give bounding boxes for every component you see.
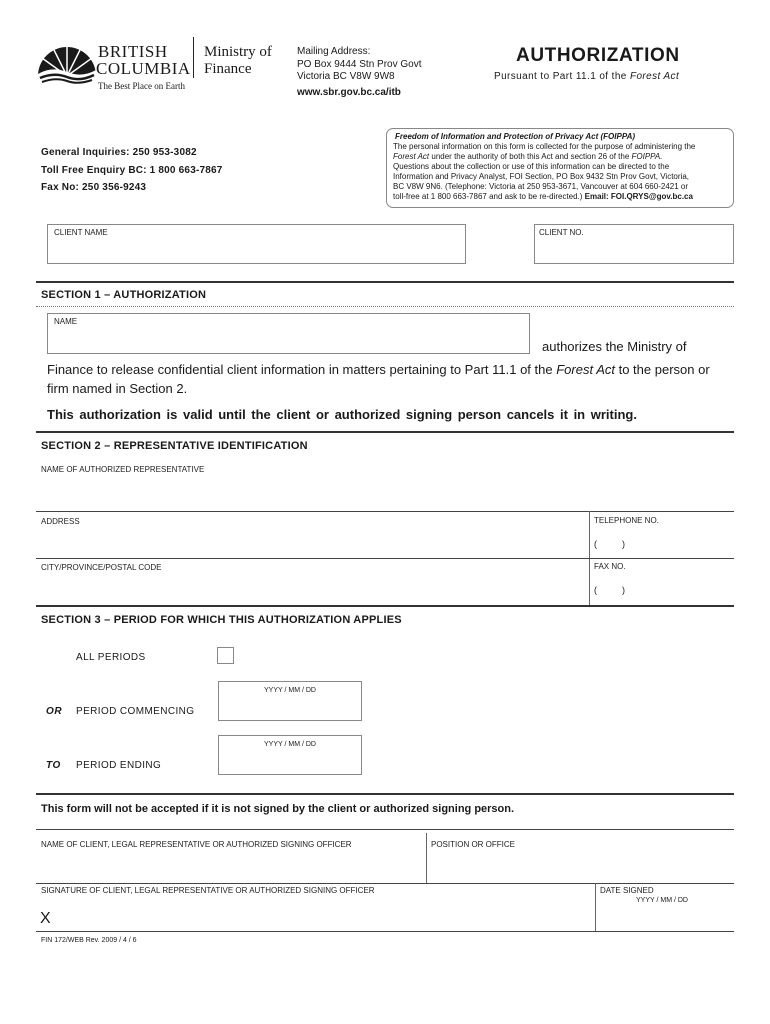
authorization-line2 xyxy=(47,362,710,377)
mailing-label: Mailing Address: xyxy=(297,46,371,57)
foippa-email[interactable]: Email: FOI.QRYS@gov.bc.ca xyxy=(584,192,693,201)
validity-statement: This authorization is valid until the client or authorized signing person cancels it in writing. xyxy=(47,407,637,422)
ending-date-field[interactable] xyxy=(218,735,362,775)
logo-line1: BRITISH xyxy=(98,42,168,61)
signer-name-rule xyxy=(36,883,734,884)
form-id: FIN 172/WEB Rev. 2009 / 4 / 6 xyxy=(41,937,137,944)
foippa-line5: BC V8W 9N6. (Telephone: Victoria at 250 953-3671, Vancouver at 604 660-2421 or xyxy=(393,182,689,191)
logo-line2: COLUMBIA xyxy=(96,59,191,78)
foippa-tollfree: toll-free at 1 800 663-7867 and ask to be re-directed.) xyxy=(393,192,585,201)
section2-rule xyxy=(36,431,734,433)
client-name-label: CLIENT NAME xyxy=(54,228,108,237)
foippa-line6 xyxy=(393,192,727,202)
rep-name-label: NAME OF AUTHORIZED REPRESENTATIVE xyxy=(41,465,205,474)
auth-line2-suffix: to the person or xyxy=(614,362,710,377)
signature-warning: This form will not be accepted if it is not signed by the client or authorized signing person. xyxy=(41,803,515,815)
client-name-field[interactable] xyxy=(47,224,466,264)
address-rule xyxy=(36,558,734,559)
ending-date-format: YYYY / MM / DD xyxy=(264,741,316,748)
section1-rule xyxy=(36,281,734,283)
foippa-mid: under the authority of both this Act and section 26 of the xyxy=(429,152,632,161)
auth-line2-act: Forest Act xyxy=(556,362,615,377)
to-label: TO xyxy=(46,760,61,771)
date-signed-format: YYYY / MM / DD xyxy=(636,897,688,904)
foippa-line2 xyxy=(393,152,727,162)
section1-title: SECTION 1 – AUTHORIZATION xyxy=(41,289,207,301)
signature-label: SIGNATURE OF CLIENT, LEGAL REPRESENTATIVE OR AUTHORIZED SIGNING OFFICER xyxy=(41,886,375,895)
logo-tagline: The Best Place on Earth xyxy=(98,81,185,91)
fax-number: Fax No: 250 356-9243 xyxy=(41,182,147,193)
foippa-line1: The personal information on this form is collected for the purpose of administering the xyxy=(393,142,696,151)
telephone-field[interactable]: ( ) xyxy=(594,539,625,549)
telephone-label: TELEPHONE NO. xyxy=(594,516,659,525)
commencing-label: PERIOD COMMENCING xyxy=(76,706,195,717)
form-title: AUTHORIZATION xyxy=(516,45,680,66)
bc-logo xyxy=(36,36,196,96)
foippa-line4: Information and Privacy Analyst, FOI Section, PO Box 9432 Stn Prov Govt, Victoria, xyxy=(393,172,689,181)
ministry-line2: Finance xyxy=(204,61,252,77)
mailing-line2: Victoria BC V8W 9W8 xyxy=(297,71,395,82)
all-periods-label: ALL PERIODS xyxy=(76,652,146,663)
authorization-line3: firm named in Section 2. xyxy=(47,381,188,396)
ending-label: PERIOD ENDING xyxy=(76,760,162,771)
rep-name-field[interactable] xyxy=(36,476,734,510)
ministry-name xyxy=(204,44,272,78)
section1-name-field[interactable] xyxy=(47,313,530,354)
logo-divider xyxy=(193,37,194,78)
signature-top-rule xyxy=(36,829,734,830)
mailing-address xyxy=(297,46,422,99)
city-label: CITY/PROVINCE/POSTAL CODE xyxy=(41,563,162,572)
foippa-notice xyxy=(386,128,734,208)
foippa-acronym: FOIPPA. xyxy=(631,152,663,161)
subtitle-act: Forest Act xyxy=(629,71,680,82)
position-label: POSITION OR OFFICE xyxy=(431,840,516,849)
date-signed-label: DATE SIGNED xyxy=(600,886,654,895)
section1-name-label: NAME xyxy=(54,317,78,326)
commencing-date-field[interactable] xyxy=(218,681,362,721)
section3-rule xyxy=(36,605,734,607)
signature-date-divider xyxy=(595,883,596,931)
ministry-line1: Ministry of xyxy=(204,44,272,60)
address-label: ADDRESS xyxy=(41,517,80,526)
mailing-line1: PO Box 9444 Stn Prov Govt xyxy=(297,58,422,70)
form-subtitle xyxy=(494,71,679,82)
signer-position-divider xyxy=(426,833,427,883)
section1-dotted-rule xyxy=(36,306,734,307)
section3-title: SECTION 3 – PERIOD FOR WHICH THIS AUTHORIZATION APPLIES xyxy=(41,614,402,626)
foippa-act: Forest Act xyxy=(393,152,430,161)
website-link[interactable]: www.sbr.gov.bc.ca/itb xyxy=(297,86,401,98)
commencing-date-format: YYYY / MM / DD xyxy=(264,687,316,694)
fax-field[interactable]: ( ) xyxy=(594,585,625,595)
fax-label: FAX NO. xyxy=(594,562,626,571)
signature-bottom-rule xyxy=(36,931,734,932)
signer-name-label: NAME OF CLIENT, LEGAL REPRESENTATIVE OR AUTHORIZED SIGNING OFFICER xyxy=(41,840,352,849)
client-no-field[interactable] xyxy=(534,224,734,264)
all-periods-checkbox[interactable] xyxy=(217,647,234,664)
subtitle-prefix: Pursuant to Part 11.1 of the xyxy=(494,71,630,82)
tollfree-enquiry: Toll Free Enquiry BC: 1 800 663-7867 xyxy=(41,164,223,176)
authorizes-text: authorizes the Ministry of xyxy=(542,339,687,354)
general-inquiries: General Inquiries: 250 953-3082 xyxy=(41,147,197,158)
rep-name-rule xyxy=(36,511,734,512)
sun-icon xyxy=(36,36,98,84)
signature-rule xyxy=(36,793,734,795)
signature-x-mark: X xyxy=(40,910,51,927)
or-label: OR xyxy=(46,706,63,717)
auth-line2-prefix: Finance to release confidential client information in matters pertaining to Part 11.1 of the xyxy=(47,362,557,377)
contact-info xyxy=(41,144,223,197)
section2-title: SECTION 2 – REPRESENTATIVE IDENTIFICATION xyxy=(41,440,308,452)
signature-field[interactable] xyxy=(60,896,590,930)
foippa-title: Freedom of Information and Protection of Privacy Act (FOIPPA) xyxy=(395,132,636,141)
foippa-line3: Questions about the collection or use of this information can be directed to the xyxy=(393,162,670,171)
client-no-label: CLIENT NO. xyxy=(539,228,584,237)
